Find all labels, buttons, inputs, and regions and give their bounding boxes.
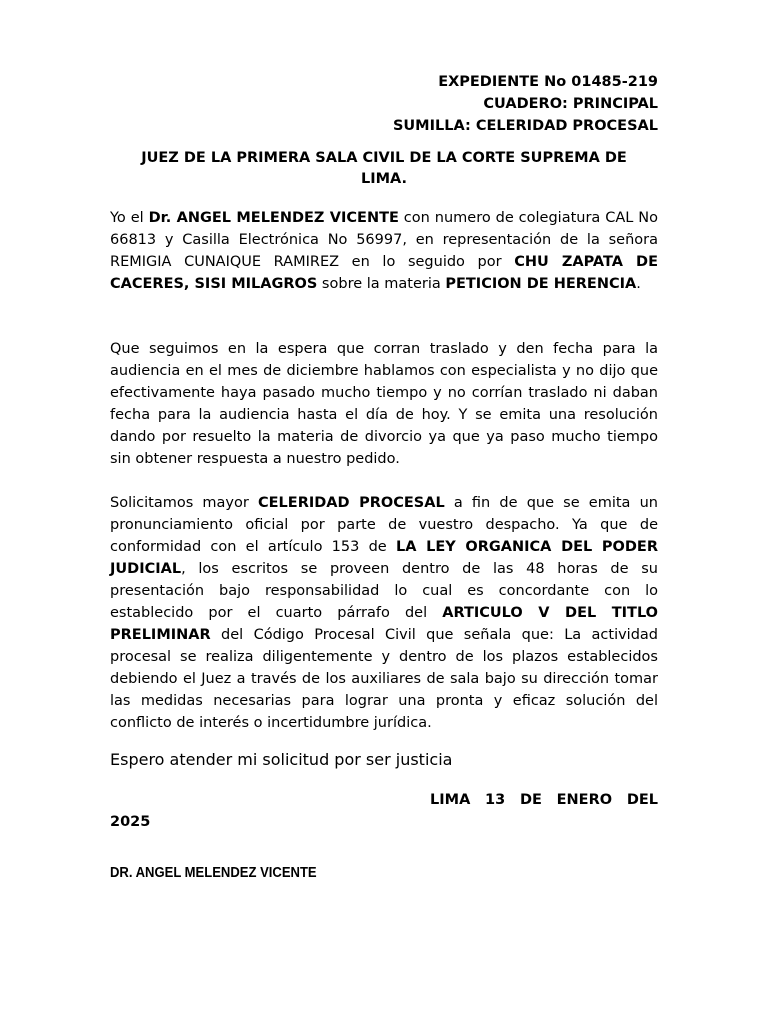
case-notebook: CUADERO: PRINCIPAL [483, 96, 658, 112]
date-line [110, 789, 658, 833]
text-run: del Código Procesal Civil que señala que: La actividad procesal se realiza diligentemente y dentro de los plazos establecidos debiendo el Juez a través de los auxiliares de sala bajo su dirección tomar las medidas necesarias para lograr una pronta y eficaz solución del conflicto de interés o incertidumbre jurídica. [110, 627, 658, 731]
date-word: 13 [485, 792, 506, 808]
date-word: DEL [626, 792, 658, 808]
request-subject: CELERIDAD PROCESAL [258, 495, 445, 511]
text-run: con numero de colegiatura CAL No 66813 y Casilla Electrónica No 56997, en representación de la señora REMIGIA CUNAIQUE RAMIREZ en lo seguido por [110, 210, 658, 270]
addressee-line-2: LIMA. [360, 171, 408, 187]
opposing-party: CHU ZAPATA DE CACERES, SISI MILAGROS [110, 254, 658, 292]
date-word: LIMA [430, 792, 471, 808]
addressee-line-1: JUEZ DE LA PRIMERA SALA CIVIL DE LA CORTE SUPREMA DE [141, 150, 627, 166]
date-word: ENERO [556, 792, 613, 808]
text-run: . [636, 276, 641, 292]
paragraph-request [110, 492, 658, 734]
date-year: 2025 [110, 814, 151, 830]
signature-name: DR. ANGEL MELENDEZ VICENTE [110, 865, 317, 881]
text-run: , los escritos se proveen dentro de las 48 horas de su presentación bajo responsabilidad lo cual es concordante con lo establecido por el cuarto párrafo del [110, 561, 658, 621]
addressee [110, 148, 658, 190]
paragraph-background: Que seguimos en la espera que corran traslado y den fecha para la audiencia en el mes de diciembre hablamos con especialista y no dijo que efectivamente haya pasado mucho tiempo y no corrían traslado ni daban fecha para la audiencia hasta el día de hoy. Y se emita una resolución dando por resuelto la materia de divorcio ya que ya paso mucho tiempo sin obtener respuesta a nuestro pedido. [110, 341, 658, 467]
article-reference: ARTICULO V DEL TITLO PRELIMINAR [110, 605, 658, 643]
text-run: Solicitamos mayor [110, 495, 258, 511]
lawyer-name: Dr. ANGEL MELENDEZ VICENTE [148, 210, 399, 226]
case-number: EXPEDIENTE No 01485-219 [438, 74, 658, 90]
case-matter: PETICION DE HERENCIA [445, 276, 637, 292]
case-summary: SUMILLA: CELERIDAD PROCESAL [392, 118, 658, 134]
date-word: DE [519, 792, 542, 808]
text-run: Yo el [110, 210, 149, 226]
law-reference: LA LEY ORGANICA DEL PODER JUDICIAL [110, 539, 658, 577]
closing-line: Espero atender mi solicitud por ser justicia [110, 750, 453, 769]
text-run: a fin de que se emita un pronunciamiento oficial por parte de vuestro despacho. Ya que de conformidad con el artículo 153 de [110, 495, 658, 555]
paragraph-introduction [110, 207, 658, 295]
text-run: sobre la materia [317, 276, 446, 292]
case-header [393, 71, 658, 137]
